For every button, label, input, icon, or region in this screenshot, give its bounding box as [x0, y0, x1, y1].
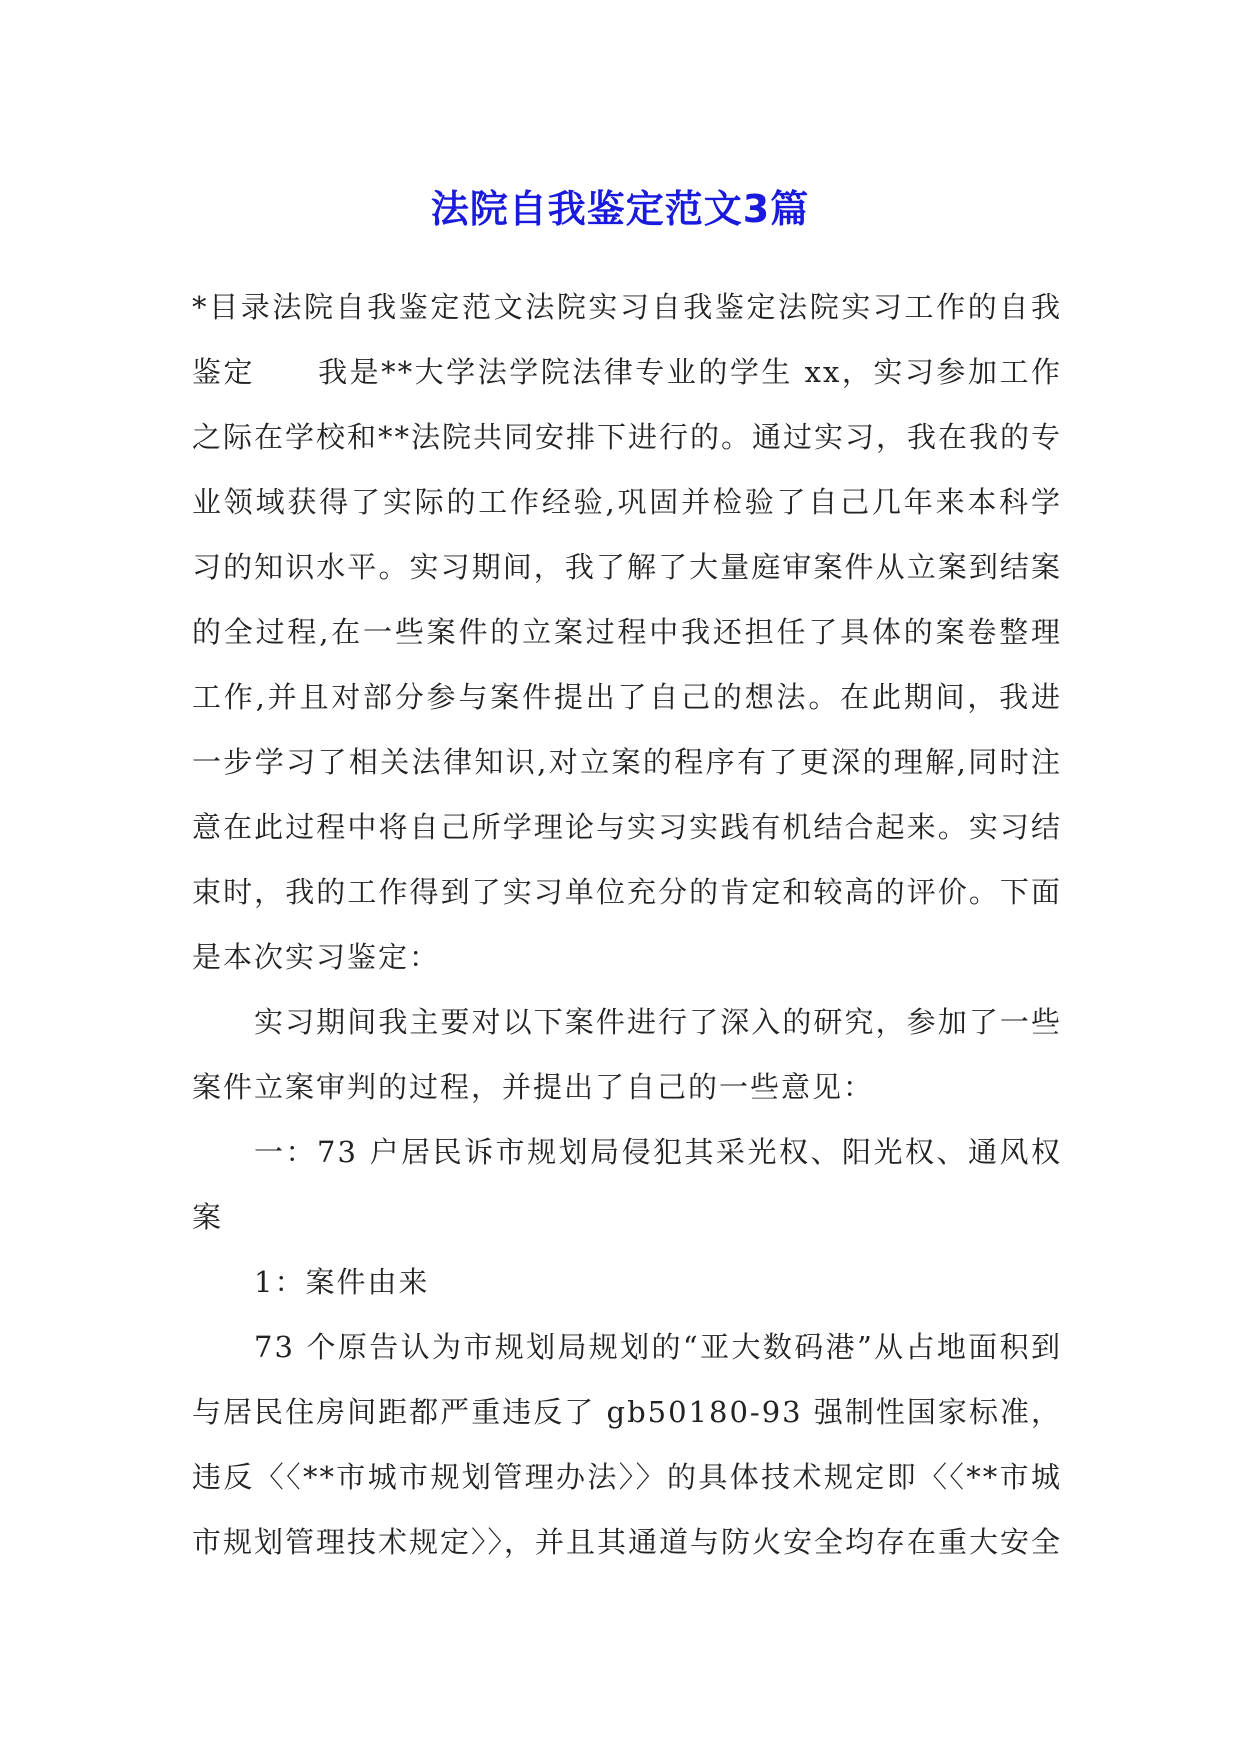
document-title: 法院自我鉴定范文3篇 — [430, 187, 810, 231]
paragraph-case-origin-heading: 1：案件由来 — [254, 1265, 430, 1299]
paragraph-case-origin-text: 73 个原告认为市规划局规划的“亚大数码港”从占地面积到与居民住房间距都严重违反了 gb50180-93 强制性国家标准，违反〈〈**市城市规划管理办法〉〉的具体技术规定即〈〈**市城市规划管理技术规定〉〉，并且其通道与防火安全均存在重大安全 — [192, 1330, 1063, 1559]
paragraph-intro: *目录法院自我鉴定范文法院实习自我鉴定法院实习工作的自我鉴定 我是**大学法学院法律专业的学生 xx，实习参加工作之际在学校和**法院共同安排下进行的。通过实习，我在我的专业领域获得了实际的工作经验,巩固并检验了自己几年来本科学习的知识水平。实习期间，我了解了大量庭审案件从立案到结案的全过程,在一些案件的立案过程中我还担任了具体的案卷整理工作,并且对部分参与案件提出了自己的想法。在此期间，我进一步学习了相关法律知识,对立案的程序有了更深的理解,同时注意在此过程中将自己所学理论与实习实践有机结合起来。实习结束时，我的工作得到了实习单位充分的肯定和较高的评价。下面是本次实习鉴定： — [192, 290, 1063, 974]
document-body — [192, 275, 1062, 1575]
paragraph-case-heading: 一：73 户居民诉市规划局侵犯其采光权、阳光权、通风权案 — [192, 1135, 1062, 1234]
paragraph-research: 实习期间我主要对以下案件进行了深入的研究，参加了一些案件立案审判的过程，并提出了自己的一些意见： — [192, 1005, 1062, 1104]
